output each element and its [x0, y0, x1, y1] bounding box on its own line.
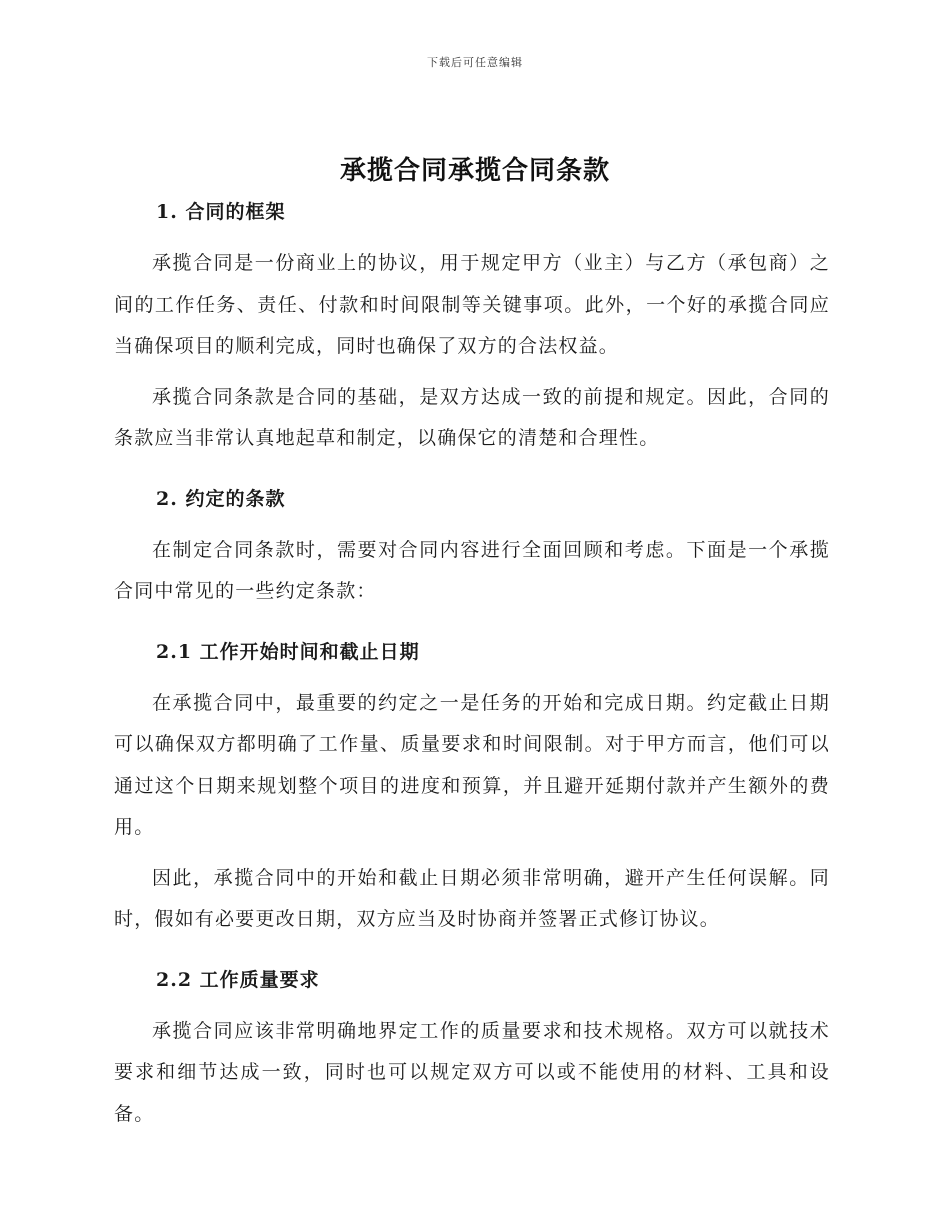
section-heading-2-1: 2.1 工作开始时间和截止日期 [156, 640, 420, 663]
page-header: 下载后可任意编辑 [427, 56, 523, 69]
paragraph: 因此，承揽合同中的开始和截止日期必须非常明确，避开产生任何误解。同时，假如有必要更改日期，双方应当及时协商并签署正式修订协议。 [114, 866, 830, 930]
section-heading-1: 1. 合同的框架 [156, 201, 286, 223]
paragraph: 承揽合同应该非常明确地界定工作的质量要求和技术规格。双方可以就技术要求和细节达成一致，同时也可以规定双方可以或不能使用的材料、工具和设备。 [114, 1019, 830, 1125]
section-heading-2-2: 2.2 工作质量要求 [156, 968, 320, 991]
paragraph: 在承揽合同中，最重要的约定之一是任务的开始和完成日期。约定截止日期可以确保双方都明确了工作量、质量要求和时间限制。对于甲方而言，他们可以通过这个日期来规划整个项目的进度和预算，并且避开延期付款并产生额外的费用。 [114, 691, 830, 838]
document-body [114, 195, 830, 1135]
paragraph: 承揽合同条款是合同的基础，是双方达成一致的前提和规定。因此，合同的条款应当非常认真地起草和制定，以确保它的清楚和合理性。 [114, 385, 830, 449]
section-heading-2: 2. 约定的条款 [156, 487, 286, 510]
paragraph: 承揽合同是一份商业上的协议，用于规定甲方（业主）与乙方（承包商）之间的工作任务、责任、付款和时间限制等关键事项。此外，一个好的承揽合同应当确保项目的顺利完成，同时也确保了双方的合法权益。 [114, 252, 830, 357]
document-title: 承揽合同承揽合同条款 [339, 156, 610, 186]
paragraph: 在制定合同条款时，需要对合同内容进行全面回顾和考虑。下面是一个承揽合同中常见的一些约定条款： [114, 538, 830, 602]
